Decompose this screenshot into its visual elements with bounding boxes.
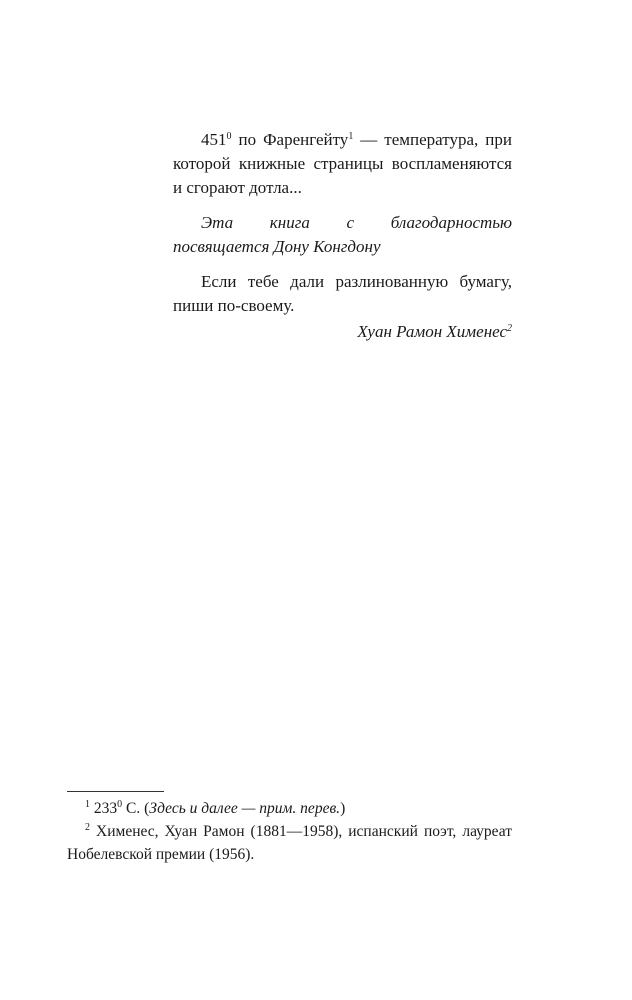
- epigraph-text-part: — температура, при которой книжные страницы воспламеняются и сгорают дотла...: [173, 130, 512, 197]
- footnote-note: Здесь и далее — прим. перев.: [149, 800, 341, 817]
- epigraph-block: [173, 128, 512, 344]
- dedication: Эта книга с благодарностью посвящается Дону Конгдону: [173, 213, 512, 256]
- footnotes: [67, 797, 512, 866]
- quote: Если тебе дали разлинованную бумагу, пиши по-своему.: [173, 272, 512, 315]
- footnote-2: [67, 820, 512, 866]
- footnote-value: 233: [90, 800, 118, 817]
- attribution-author: Хуан Рамон Хименес: [357, 322, 507, 341]
- degree-mark: 0: [117, 799, 123, 810]
- epigraph-paragraph: [173, 128, 512, 200]
- footnote-close: ): [340, 800, 346, 817]
- epigraph-text-part: по Фаренгейту: [231, 130, 349, 149]
- footnote-divider: [67, 791, 164, 792]
- footnote-ref-1[interactable]: 1: [348, 131, 354, 142]
- quote-attribution: [173, 320, 512, 344]
- temperature-number: 451: [201, 130, 227, 149]
- footnote-ref-2[interactable]: 2: [507, 323, 512, 334]
- footnote-text: Хименес, Хуан Рамон (1881—1958), испанский поэт, лауреат Нобелевской премии (1956).: [67, 823, 512, 863]
- footnote-marker: 2: [85, 822, 90, 833]
- footnote-marker: 1: [85, 799, 90, 810]
- footnote-unit: С. (: [122, 800, 150, 817]
- degree-mark: 0: [226, 131, 232, 142]
- footnote-1: [67, 797, 512, 820]
